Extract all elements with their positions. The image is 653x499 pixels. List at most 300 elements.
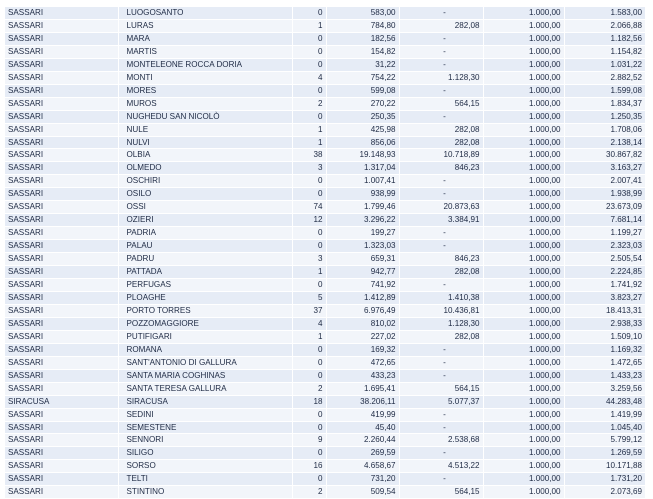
province-cell: SASSARI <box>5 330 118 343</box>
amount-a-cell: 433,23 <box>326 369 399 382</box>
fixed-amount-cell: 1.000,00 <box>483 291 564 304</box>
fixed-amount-cell: 1.000,00 <box>483 304 564 317</box>
fixed-amount-cell: 1.000,00 <box>483 447 564 460</box>
municipality-cell: SEMESTENE <box>118 421 292 434</box>
amount-a-cell: 19.148,93 <box>326 149 399 162</box>
municipality-cell: OZIERI <box>118 214 292 227</box>
table-row <box>5 356 645 369</box>
province-cell: SASSARI <box>5 343 118 356</box>
amount-b-cell: 20.873,63 <box>399 201 483 214</box>
amount-b-cell: - <box>399 110 483 123</box>
amount-a-cell: 1.007,41 <box>326 175 399 188</box>
province-cell: SASSARI <box>5 408 118 421</box>
municipality-cell: OSSI <box>118 201 292 214</box>
table-row <box>5 408 645 421</box>
amount-b-cell: - <box>399 279 483 292</box>
amount-a-cell: 938,99 <box>326 188 399 201</box>
count-cell: 4 <box>292 317 326 330</box>
table-row <box>5 253 645 266</box>
municipality-cell: MARTIS <box>118 45 292 58</box>
fixed-amount-cell: 1.000,00 <box>483 97 564 110</box>
fixed-amount-cell: 1.000,00 <box>483 460 564 473</box>
count-cell: 2 <box>292 382 326 395</box>
amount-a-cell: 1.412,89 <box>326 291 399 304</box>
municipality-cell: SEDINI <box>118 408 292 421</box>
fixed-amount-cell: 1.000,00 <box>483 408 564 421</box>
amount-a-cell: 1.317,04 <box>326 162 399 175</box>
table-row <box>5 123 645 136</box>
province-cell: SASSARI <box>5 136 118 149</box>
amount-b-cell: 846,23 <box>399 162 483 175</box>
count-cell: 1 <box>292 123 326 136</box>
count-cell: 0 <box>292 343 326 356</box>
fixed-amount-cell: 1.000,00 <box>483 473 564 486</box>
total-cell: 3.163,27 <box>564 162 645 175</box>
count-cell: 0 <box>292 279 326 292</box>
fixed-amount-cell: 1.000,00 <box>483 123 564 136</box>
province-cell: SASSARI <box>5 162 118 175</box>
municipality-cell: STINTINO <box>118 486 292 499</box>
amount-a-cell: 31,22 <box>326 58 399 71</box>
count-cell: 3 <box>292 162 326 175</box>
province-cell: SASSARI <box>5 279 118 292</box>
fixed-amount-cell: 1.000,00 <box>483 240 564 253</box>
province-cell: SASSARI <box>5 460 118 473</box>
count-cell: 2 <box>292 97 326 110</box>
table-row <box>5 434 645 447</box>
fixed-amount-cell: 1.000,00 <box>483 434 564 447</box>
count-cell: 0 <box>292 408 326 421</box>
municipality-cell: PATTADA <box>118 266 292 279</box>
amount-a-cell: 659,31 <box>326 253 399 266</box>
amount-b-cell: 564,15 <box>399 382 483 395</box>
province-cell: SASSARI <box>5 473 118 486</box>
municipality-cell: LURAS <box>118 19 292 32</box>
count-cell: 0 <box>292 188 326 201</box>
amount-b-cell: 564,15 <box>399 486 483 499</box>
amount-b-cell: 10.718,89 <box>399 149 483 162</box>
fixed-amount-cell: 1.000,00 <box>483 201 564 214</box>
amount-a-cell: 270,22 <box>326 97 399 110</box>
fixed-amount-cell: 1.000,00 <box>483 162 564 175</box>
count-cell: 2 <box>292 486 326 499</box>
fixed-amount-cell: 1.000,00 <box>483 395 564 408</box>
total-cell: 1.509,10 <box>564 330 645 343</box>
table-row <box>5 97 645 110</box>
total-cell: 2.323,03 <box>564 240 645 253</box>
count-cell: 74 <box>292 201 326 214</box>
amount-b-cell: 1.410,38 <box>399 291 483 304</box>
amount-a-cell: 182,56 <box>326 32 399 45</box>
province-cell: SASSARI <box>5 97 118 110</box>
amount-b-cell: 282,08 <box>399 136 483 149</box>
fixed-amount-cell: 1.000,00 <box>483 279 564 292</box>
municipality-cell: ROMANA <box>118 343 292 356</box>
count-cell: 0 <box>292 84 326 97</box>
count-cell: 37 <box>292 304 326 317</box>
total-cell: 2.505,54 <box>564 253 645 266</box>
amount-a-cell: 2.260,44 <box>326 434 399 447</box>
amount-b-cell: - <box>399 421 483 434</box>
municipality-cell: LUOGOSANTO <box>118 7 292 19</box>
table-row <box>5 19 645 32</box>
count-cell: 1 <box>292 266 326 279</box>
total-cell: 2.073,69 <box>564 486 645 499</box>
amount-a-cell: 942,77 <box>326 266 399 279</box>
total-cell: 18.413,31 <box>564 304 645 317</box>
total-cell: 1.419,99 <box>564 408 645 421</box>
fixed-amount-cell: 1.000,00 <box>483 266 564 279</box>
province-cell: SASSARI <box>5 240 118 253</box>
table-row <box>5 395 645 408</box>
amount-b-cell: - <box>399 240 483 253</box>
total-cell: 1.154,82 <box>564 45 645 58</box>
count-cell: 0 <box>292 32 326 45</box>
province-cell: SASSARI <box>5 421 118 434</box>
total-cell: 2.882,52 <box>564 71 645 84</box>
amount-b-cell: 846,23 <box>399 253 483 266</box>
municipality-cell: OSILO <box>118 188 292 201</box>
province-cell: SASSARI <box>5 201 118 214</box>
fixed-amount-cell: 1.000,00 <box>483 7 564 19</box>
table-row <box>5 162 645 175</box>
province-cell: SASSARI <box>5 382 118 395</box>
total-cell: 1.031,22 <box>564 58 645 71</box>
table-row <box>5 291 645 304</box>
total-cell: 2.007,41 <box>564 175 645 188</box>
table-row <box>5 188 645 201</box>
amount-b-cell: - <box>399 45 483 58</box>
fixed-amount-cell: 1.000,00 <box>483 356 564 369</box>
municipality-cell: PUTIFIGARI <box>118 330 292 343</box>
total-cell: 5.799,12 <box>564 434 645 447</box>
fixed-amount-cell: 1.000,00 <box>483 45 564 58</box>
amount-b-cell: 3.384,91 <box>399 214 483 227</box>
municipality-cell: PERFUGAS <box>118 279 292 292</box>
amount-a-cell: 425,98 <box>326 123 399 136</box>
amount-b-cell: 5.077,37 <box>399 395 483 408</box>
province-cell: SASSARI <box>5 317 118 330</box>
table-row <box>5 279 645 292</box>
province-cell: SASSARI <box>5 71 118 84</box>
province-cell: SASSARI <box>5 214 118 227</box>
table-row <box>5 382 645 395</box>
municipality-cell: MUROS <box>118 97 292 110</box>
table-row <box>5 227 645 240</box>
count-cell: 5 <box>292 291 326 304</box>
province-cell: SASSARI <box>5 434 118 447</box>
total-cell: 2.224,85 <box>564 266 645 279</box>
table-body <box>5 7 645 499</box>
municipality-cell: MARA <box>118 32 292 45</box>
municipality-cell: SENNORI <box>118 434 292 447</box>
total-cell: 1.269,59 <box>564 447 645 460</box>
amount-b-cell: - <box>399 369 483 382</box>
amount-b-cell: 1.128,30 <box>399 71 483 84</box>
count-cell: 12 <box>292 214 326 227</box>
amount-b-cell: - <box>399 356 483 369</box>
municipality-cell: PORTO TORRES <box>118 304 292 317</box>
count-cell: 0 <box>292 447 326 460</box>
fixed-amount-cell: 1.000,00 <box>483 421 564 434</box>
table-row <box>5 71 645 84</box>
amount-a-cell: 599,08 <box>326 84 399 97</box>
count-cell: 0 <box>292 45 326 58</box>
amount-a-cell: 856,06 <box>326 136 399 149</box>
total-cell: 1.599,08 <box>564 84 645 97</box>
fixed-amount-cell: 1.000,00 <box>483 214 564 227</box>
count-cell: 38 <box>292 149 326 162</box>
count-cell: 0 <box>292 227 326 240</box>
count-cell: 0 <box>292 356 326 369</box>
amount-a-cell: 754,22 <box>326 71 399 84</box>
fixed-amount-cell: 1.000,00 <box>483 227 564 240</box>
table-row <box>5 84 645 97</box>
table-row <box>5 175 645 188</box>
amount-b-cell: - <box>399 84 483 97</box>
province-cell: SASSARI <box>5 227 118 240</box>
municipality-cell: OSCHIRI <box>118 175 292 188</box>
amount-a-cell: 419,99 <box>326 408 399 421</box>
province-cell: SASSARI <box>5 447 118 460</box>
count-cell: 0 <box>292 421 326 434</box>
municipality-cell: PALAU <box>118 240 292 253</box>
amount-a-cell: 1.799,46 <box>326 201 399 214</box>
municipality-cell: PADRIA <box>118 227 292 240</box>
total-cell: 1.741,92 <box>564 279 645 292</box>
table-row <box>5 330 645 343</box>
count-cell: 0 <box>292 240 326 253</box>
amount-b-cell: - <box>399 408 483 421</box>
province-cell: SASSARI <box>5 7 118 19</box>
total-cell: 3.823,27 <box>564 291 645 304</box>
municipality-cell: NULE <box>118 123 292 136</box>
table-row <box>5 460 645 473</box>
province-cell: SASSARI <box>5 19 118 32</box>
total-cell: 30.867,82 <box>564 149 645 162</box>
municipality-cell: SIRACUSA <box>118 395 292 408</box>
fixed-amount-cell: 1.000,00 <box>483 110 564 123</box>
table-row <box>5 136 645 149</box>
province-cell: SASSARI <box>5 58 118 71</box>
amount-b-cell: - <box>399 473 483 486</box>
amount-b-cell: 282,08 <box>399 266 483 279</box>
amount-a-cell: 741,92 <box>326 279 399 292</box>
total-cell: 3.259,56 <box>564 382 645 395</box>
amount-b-cell: - <box>399 188 483 201</box>
table-row <box>5 473 645 486</box>
municipality-cell: SORSO <box>118 460 292 473</box>
table-row <box>5 447 645 460</box>
amount-a-cell: 6.976,49 <box>326 304 399 317</box>
amount-a-cell: 199,27 <box>326 227 399 240</box>
province-cell: SASSARI <box>5 304 118 317</box>
total-cell: 2.066,88 <box>564 19 645 32</box>
amount-a-cell: 45,40 <box>326 421 399 434</box>
amount-b-cell: 282,08 <box>399 123 483 136</box>
amount-a-cell: 731,20 <box>326 473 399 486</box>
total-cell: 1.834,37 <box>564 97 645 110</box>
municipality-cell: SANTA MARIA COGHINAS <box>118 369 292 382</box>
province-cell: SASSARI <box>5 356 118 369</box>
table-row <box>5 201 645 214</box>
municipality-cell: OLMEDO <box>118 162 292 175</box>
fixed-amount-cell: 1.000,00 <box>483 343 564 356</box>
total-cell: 10.171,88 <box>564 460 645 473</box>
count-cell: 9 <box>292 434 326 447</box>
amount-b-cell: - <box>399 175 483 188</box>
municipality-cell: OLBIA <box>118 149 292 162</box>
amount-a-cell: 1.695,41 <box>326 382 399 395</box>
municipality-cell: SANT'ANTONIO DI GALLURA <box>118 356 292 369</box>
province-cell: SASSARI <box>5 123 118 136</box>
count-cell: 0 <box>292 473 326 486</box>
amount-a-cell: 154,82 <box>326 45 399 58</box>
amount-a-cell: 38.206,11 <box>326 395 399 408</box>
total-cell: 1.250,35 <box>564 110 645 123</box>
municipality-cell: NULVI <box>118 136 292 149</box>
province-cell: SASSARI <box>5 486 118 499</box>
amount-b-cell: 282,08 <box>399 19 483 32</box>
amount-a-cell: 4.658,67 <box>326 460 399 473</box>
fixed-amount-cell: 1.000,00 <box>483 317 564 330</box>
municipality-cell: PLOAGHE <box>118 291 292 304</box>
table-row <box>5 110 645 123</box>
total-cell: 1.199,27 <box>564 227 645 240</box>
fixed-amount-cell: 1.000,00 <box>483 253 564 266</box>
province-cell: SASSARI <box>5 175 118 188</box>
fixed-amount-cell: 1.000,00 <box>483 149 564 162</box>
amount-b-cell: 10.436,81 <box>399 304 483 317</box>
fixed-amount-cell: 1.000,00 <box>483 486 564 499</box>
municipalities-table <box>5 7 645 499</box>
province-cell: SASSARI <box>5 32 118 45</box>
municipality-cell: MORES <box>118 84 292 97</box>
table-row <box>5 486 645 499</box>
province-cell: SASSARI <box>5 188 118 201</box>
municipality-cell: TELTI <box>118 473 292 486</box>
total-cell: 1.708,06 <box>564 123 645 136</box>
total-cell: 1.583,00 <box>564 7 645 19</box>
province-cell: SASSARI <box>5 291 118 304</box>
fixed-amount-cell: 1.000,00 <box>483 19 564 32</box>
table-row <box>5 317 645 330</box>
municipality-cell: SILIGO <box>118 447 292 460</box>
count-cell: 18 <box>292 395 326 408</box>
count-cell: 1 <box>292 330 326 343</box>
fixed-amount-cell: 1.000,00 <box>483 369 564 382</box>
amount-b-cell: - <box>399 227 483 240</box>
municipality-cell: MONTELEONE ROCCA DORIA <box>118 58 292 71</box>
amount-b-cell: 564,15 <box>399 97 483 110</box>
fixed-amount-cell: 1.000,00 <box>483 32 564 45</box>
province-cell: SASSARI <box>5 149 118 162</box>
fixed-amount-cell: 1.000,00 <box>483 188 564 201</box>
total-cell: 1.731,20 <box>564 473 645 486</box>
table-row <box>5 240 645 253</box>
amount-b-cell: 4.513,22 <box>399 460 483 473</box>
table-row <box>5 266 645 279</box>
province-cell: SASSARI <box>5 110 118 123</box>
fixed-amount-cell: 1.000,00 <box>483 175 564 188</box>
municipality-cell: MONTI <box>118 71 292 84</box>
total-cell: 23.673,09 <box>564 201 645 214</box>
table-row <box>5 58 645 71</box>
amount-a-cell: 169,32 <box>326 343 399 356</box>
province-cell: SASSARI <box>5 45 118 58</box>
table-row <box>5 214 645 227</box>
fixed-amount-cell: 1.000,00 <box>483 84 564 97</box>
total-cell: 1.472,65 <box>564 356 645 369</box>
total-cell: 44.283,48 <box>564 395 645 408</box>
province-cell: SASSARI <box>5 369 118 382</box>
amount-a-cell: 3.296,22 <box>326 214 399 227</box>
province-cell: SASSARI <box>5 266 118 279</box>
table-row <box>5 45 645 58</box>
amount-b-cell: - <box>399 7 483 19</box>
table-row <box>5 304 645 317</box>
fixed-amount-cell: 1.000,00 <box>483 382 564 395</box>
amount-b-cell: - <box>399 343 483 356</box>
fixed-amount-cell: 1.000,00 <box>483 330 564 343</box>
total-cell: 1.045,40 <box>564 421 645 434</box>
table-row <box>5 7 645 19</box>
count-cell: 16 <box>292 460 326 473</box>
municipality-cell: NUGHEDU SAN NICOLÒ <box>118 110 292 123</box>
amount-a-cell: 583,00 <box>326 7 399 19</box>
amount-a-cell: 269,59 <box>326 447 399 460</box>
fixed-amount-cell: 1.000,00 <box>483 71 564 84</box>
total-cell: 7.681,14 <box>564 214 645 227</box>
province-cell: SIRACUSA <box>5 395 118 408</box>
fixed-amount-cell: 1.000,00 <box>483 58 564 71</box>
amount-a-cell: 810,02 <box>326 317 399 330</box>
total-cell: 1.169,32 <box>564 343 645 356</box>
amount-b-cell: - <box>399 32 483 45</box>
count-cell: 1 <box>292 136 326 149</box>
table-row <box>5 421 645 434</box>
table-row <box>5 149 645 162</box>
count-cell: 0 <box>292 7 326 19</box>
municipality-cell: SANTA TERESA GALLURA <box>118 382 292 395</box>
count-cell: 0 <box>292 175 326 188</box>
amount-a-cell: 472,65 <box>326 356 399 369</box>
total-cell: 1.938,99 <box>564 188 645 201</box>
total-cell: 1.182,56 <box>564 32 645 45</box>
amount-a-cell: 227,02 <box>326 330 399 343</box>
count-cell: 3 <box>292 253 326 266</box>
amount-a-cell: 784,80 <box>326 19 399 32</box>
province-cell: SASSARI <box>5 253 118 266</box>
total-cell: 2.138,14 <box>564 136 645 149</box>
amount-b-cell: - <box>399 447 483 460</box>
municipality-cell: PADRU <box>118 253 292 266</box>
table-row <box>5 369 645 382</box>
count-cell: 4 <box>292 71 326 84</box>
amount-b-cell: 282,08 <box>399 330 483 343</box>
count-cell: 0 <box>292 110 326 123</box>
amount-a-cell: 509,54 <box>326 486 399 499</box>
amount-a-cell: 1.323,03 <box>326 240 399 253</box>
municipality-cell: POZZOMAGGIORE <box>118 317 292 330</box>
count-cell: 0 <box>292 58 326 71</box>
amount-b-cell: 2.538,68 <box>399 434 483 447</box>
amount-b-cell: - <box>399 58 483 71</box>
count-cell: 1 <box>292 19 326 32</box>
total-cell: 1.433,23 <box>564 369 645 382</box>
count-cell: 0 <box>292 369 326 382</box>
amount-a-cell: 250,35 <box>326 110 399 123</box>
